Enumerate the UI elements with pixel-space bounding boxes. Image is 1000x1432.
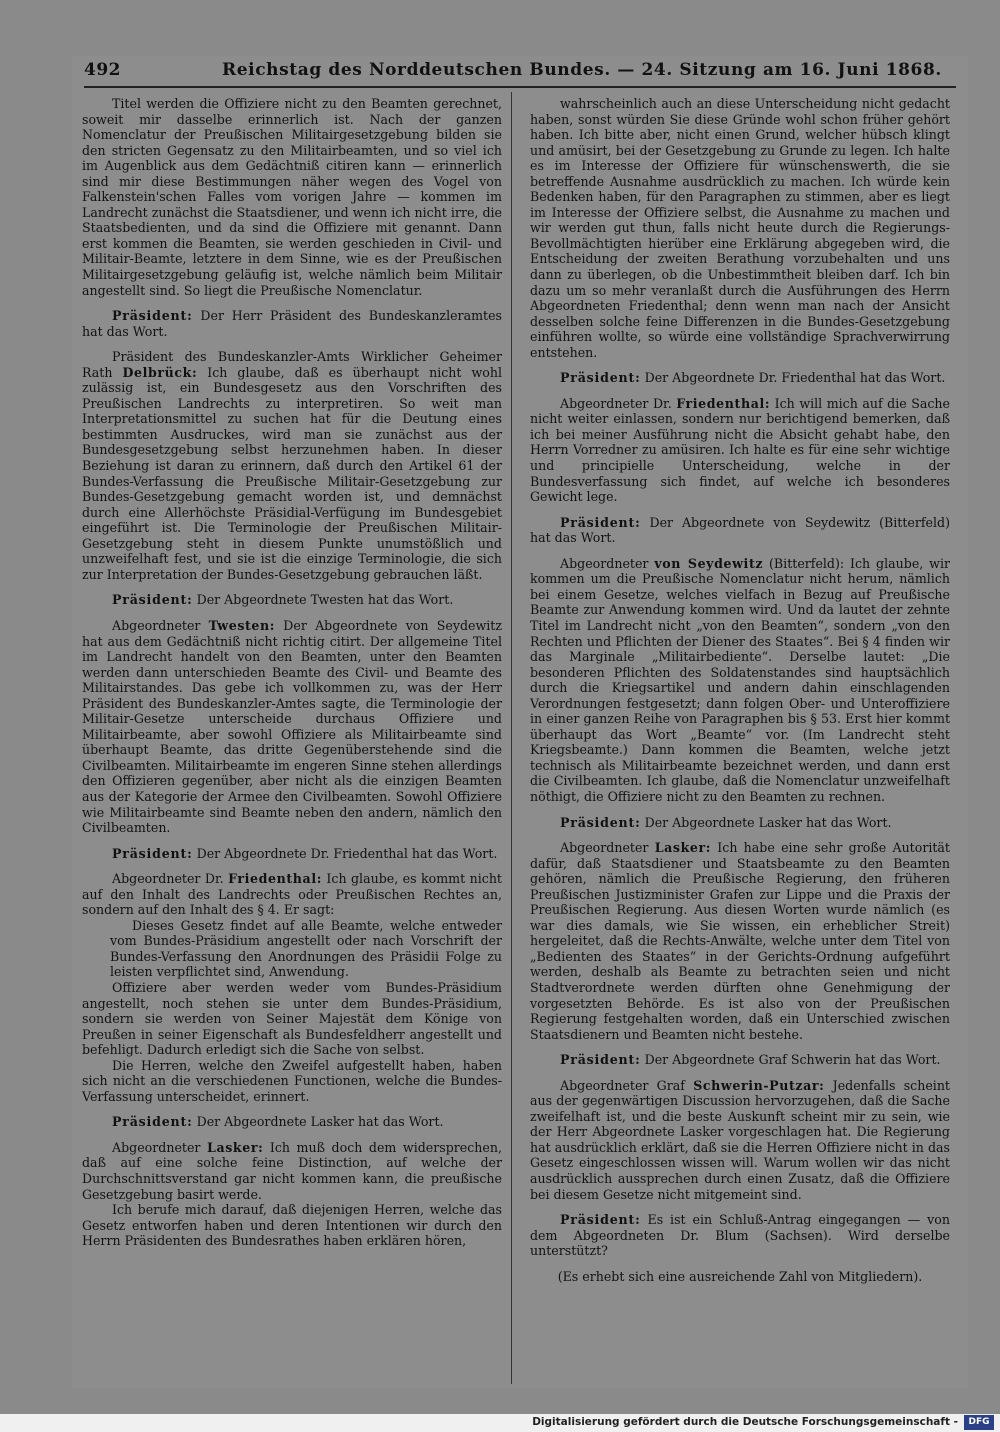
quoted-paragraph: Dieses Gesetz findet auf alle Beamte, welche entweder vom Bundes-Präsidium angestellt oder nach Vorschrift der Bundes-Verfassung den Anordnungen des Präsidii Folge zu leisten verpflichtet sind, Anwendung. <box>110 917 502 980</box>
president-label: Präsident: <box>560 514 641 530</box>
speaker-intro: Abgeordneter <box>112 1139 207 1155</box>
body-paragraph: Ich berufe mich darauf, daß diejenigen Herren, welche das Gesetz entworfen haben und deren Intentionen wir durch den Herrn Präsidenten des Bundesrathes haben erklären hören, <box>82 1202 502 1249</box>
speaker-name: Friedenthal: <box>676 395 771 411</box>
speech-paragraph <box>530 556 950 805</box>
president-remark <box>530 815 950 831</box>
speech-text: Ich habe eine sehr große Autorität dafür, daß Staatsdiener und Staatsbeamte zu den Beamten gehören, nämlich die Preußische Regierung, den früheren Preußischen Justizminister Grafen zur Lippe und die Praxis der Preußischen Regierung. Aus diesen Worten wurde nämlich (es war dies damals, wie Sie wissen, ein erheblicher Streit) hergeleitet, daß die Rechts-Anwälte, welche unter dem Titel von „Bedienten des Staates“ in der Gerichts-Ordnung aufgeführt werden, deshalb als Beamte zu betrachten seien und nicht Stadtverordnete werden dürften ohne Genehmigung der vorgesetzten Behörde. Es ist also von der Preußischen Regierung festgehalten worden, daß ein Unterschied zwischen Staatsdienern und Beamten nicht bestehe. <box>530 840 950 1042</box>
president-remark <box>82 308 502 339</box>
speaker-intro: Abgeordneter <box>112 617 209 633</box>
remark-text: Es ist ein Schluß-Antrag eingegangen — von dem Abgeordneten Dr. Blum (Sachsen). Wird derselbe unterstützt? <box>530 1212 950 1259</box>
speaker-name: von Seydewitz <box>654 555 764 571</box>
president-label: Präsident: <box>560 1212 641 1228</box>
remark-text: Der Abgeordnete von Seydewitz (Bitterfeld) hat das Wort. <box>530 514 950 546</box>
speaker-name: Lasker: <box>654 840 712 856</box>
president-remark <box>82 846 502 862</box>
dfg-logo: DFG <box>964 1415 994 1430</box>
president-remark <box>530 1052 950 1068</box>
remark-text: Der Abgeordnete Twesten hat das Wort. <box>196 592 454 608</box>
session-note: (Es erhebt sich eine ausreichende Zahl von Mitgliedern). <box>557 1268 923 1284</box>
remark-text: Der Abgeordnete Dr. Friedenthal hat das Wort. <box>196 845 498 861</box>
speaker-intro: Präsident des Bundeskanzler-Amts Wirklicher Geheimer Rath <box>82 349 502 380</box>
speaker-name: Lasker: <box>206 1139 264 1155</box>
speech-paragraph <box>530 840 950 1042</box>
body-paragraph: Titel werden die Offiziere nicht zu den Beamten gerechnet, soweit mir dasselbe erinnerlich ist. Nach der ganzen Nomenclatur der Preußischen Militairgesetzgebung bilden sie den stricten Gegensatz zu den Militairbeamten, und so viel ich im Augenblick aus dem Gedächtniß citiren kann — erinnerlich sind mir diese Bestimmungen näher wegen des Vogel von Falkenstein'schen Falles vom vorigen Jahre — kommen im Landrecht zunächst die Staatsdiener, und wenn ich nicht irre, die Staatsbedienten, und da sind die Offiziere mit genannt. Dann erst kommen die Beamten, sie werden geschieden in Civil- und Militair-Beamte, letztere in dem Sinne, wie es der Preußischen Militairgesetzgebung geläufig ist, welche nämlich beim Militair angestellt sind. So liegt die Preußische Nomenclatur. <box>82 96 502 298</box>
president-label: Präsident: <box>112 845 193 861</box>
speech-paragraph <box>530 1078 950 1202</box>
body-paragraph: Die Herren, welche den Zweifel aufgestellt haben, haben sich nicht an die verschiedenen Functionen, welche die Bundes-Verfassung unterscheidet, erinnert. <box>82 1057 502 1104</box>
president-label: Präsident: <box>560 814 641 830</box>
speaker-intro: Abgeordneter Graf <box>560 1077 694 1093</box>
speaker-name: Twesten: <box>208 617 276 633</box>
president-label: Präsident: <box>560 1052 641 1068</box>
speaker-intro: Abgeordneter <box>560 840 655 856</box>
speech-paragraph <box>530 396 950 505</box>
remark-text: Der Abgeordnete Lasker hat das Wort. <box>196 1114 444 1130</box>
speech-paragraph <box>82 871 502 918</box>
president-label: Präsident: <box>560 370 641 386</box>
left-column <box>82 96 502 1249</box>
remark-text: Der Herr Präsident des Bundeskanzleramtes hat das Wort. <box>82 308 502 339</box>
speaker-name: Friedenthal: <box>228 871 322 887</box>
speech-text: (Bitterfeld): Ich glaube, wir kommen um die Preußische Nomenclatur nicht herum, nämlich bei einem Gesetze, welches vielfach in Bezug auf Preußische Beamte zur Anwendung kommen wird. Und da lautet der zehnte Titel im Landrecht nicht „von den Beamten“, sondern „von den Rechten und Pflichten der Diener des Staates“. Bei § 4 finden wir das Marginale „Militairbediente“. Derselbe lautet: „Die besonderen Pflichten des Soldatenstandes sind hauptsächlich durch die Kriegsartikel und andern dahin einschlagenden Verordnungen festgesetzt; dann folgen Ober- und Unteroffiziere in einer ganzen Reihe von Paragraphen bis § 53. Erst hier kommt überhaupt das Wort „Beamte“ vor. (Im Landrecht steht Kriegsbeamte.) Dann kommen die Beamten, welche jetzt technisch als Militairbeamte bezeichnet werden, und dann erst die Civilbeamten. Ich glaube, daß die Nomenclatur unzweifelhaft nöthigt, die Offiziere nicht zu den Beamten zu rechnen. <box>530 555 950 804</box>
speech-paragraph <box>82 349 502 582</box>
speech-text: Ich muß doch dem widersprechen, daß auf eine solche feine Distinction, auf welche der Durchschnittsverstand gar nicht kommen kann, die preußische Gesetzgebung basirt werde. <box>82 1139 502 1202</box>
body-paragraph: wahrscheinlich auch an diese Unterscheidung nicht gedacht haben, sonst würden Sie diese Gründe wohl schon früher gehört haben. Ich bitte aber, nicht einen Grund, welcher hübsch klingt und amüsirt, bei der Gesetzgebung zu Grunde zu legen. Ich halte es im Interesse der Offiziere für wünschenswerth, die sie betreffende Ausnahme ausdrücklich zu machen. Ich würde kein Bedenken haben, für den Paragraphen zu stimmen, aber es liegt im Interesse der Offiziere selbst, die Ausnahme zu machen und wir werden gut thun, falls nicht heute durch die Regierungs-Bevollmächtigten hierüber eine Erklärung abgegeben wird, die Entscheidung der zweiten Berathung vorzubehalten und uns dann zu überlegen, ob die Unbestimmtheit bleiben darf. Ich bin dazu um so mehr veranlaßt durch die Ausführungen des Herrn Abgeordneten Friedenthal; denn wenn man nach der Ansicht desselben solche feine Differenzen in die Bundes-Gesetzgebung einführen wollte, so würde eine vollständige Sprachverwirrung entstehen. <box>530 96 950 360</box>
president-remark <box>82 1114 502 1130</box>
right-column <box>530 96 950 1284</box>
speech-text: Jedenfalls scheint aus der gegenwärtigen Discussion hervorzugehen, daß die Sache zweifelhaft ist, und die beste Auskunft scheint mir zu sein, wie der Herr Abgeordnete Lasker vorgeschlagen hat. Die Regierung hat ausdrücklich erklärt, daß sie die Herren Offiziere nicht in das Gesetz eingeschlossen wissen will. Warum wollen wir das nicht ausdrücklich aussprechen durch einen Zusatz, daß die Offiziere bei diesem Gesetze nicht mitgemeint sind. <box>530 1077 950 1202</box>
speech-text: Der Abgeordnete von Seydewitz hat aus dem Gedächtniß nicht richtig citirt. Der allgemeine Titel im Landrecht handelt von den Beamten, unter den Beamten werden dann unterschieden Beamte des Civil- und Beamte des Militairstandes. Das gebe ich vollkommen zu, was der Herr Präsident des Bundeskanzler-Amtes sagte, die Terminologie der Militair-Gesetze unterscheide durchaus Offiziere und Militairbeamte, aber sowohl Offiziere als Militairbeamte sind überhaupt Beamte, das dritte Gegenüberstehende sind die Civilbeamten. Militairbeamte im engeren Sinne stehen allerdings den Offizieren gegenüber, aber nicht als die einzigen Beamten aus der Kategorie der Armee den Civilbeamten. Sowohl Offiziere wie Militairbeamte sind Beamte neben den andern, nämlich den Civilbeamten. <box>82 617 502 836</box>
speech-text: Ich glaube, daß es überhaupt nicht wohl zulässig ist, ein Bundesgesetz aus den Vorschriften des Preußischen Landrechts zu interpretiren. So weit man Interpretationsmittel zu suchen hat für die Deutung eines bestimmten Ausdruckes, wird man sie zunächst aus der Bundesgesetzgebung selbst herzunehmen haben. In dieser Beziehung ist daran zu erinnern, daß durch den Artikel 61 der Bundes-Verfassung die Preußische Militair-Gesetzgebung zur Bundes-Gesetzgebung gemacht worden ist, und demnächst durch eine Allerhöchste Präsidial-Verfügung im Bundesgebiet eingeführt ist. Die Terminologie der Preußischen Militair-Gesetzgebung steht in diesem Punkte unumstößlich und unzweifelhaft fest, und sie ist die einzige Terminologie, die sich zur Interpretation der Bundes-Gesetzgebung gebrauchen läßt. <box>82 364 502 582</box>
speech-text: Ich glaube, es kommt nicht auf den Inhalt des Landrechts oder Preußischen Rechtes an, sondern auf den Inhalt des § 4. Er sagt: <box>82 871 502 918</box>
document-page <box>72 56 968 1388</box>
column-divider <box>511 92 512 1384</box>
funding-credit: Digitalisierung gefördert durch die Deutsche Forschungsgemeinschaft - <box>532 1416 958 1428</box>
president-remark <box>530 370 950 386</box>
body-paragraph: Offiziere aber werden weder vom Bundes-Präsidium angestellt, noch stehen sie unter dem Bundes-Präsidium, sondern sie werden von Seiner Majestät dem Könige von Preußen in seiner Eigenschaft als Bundesfeldherr angestellt und befehligt. Dadurch erledigt sich die Sache von selbst. <box>82 979 502 1058</box>
president-remark <box>530 515 950 546</box>
speech-paragraph <box>82 1140 502 1202</box>
running-title: Reichstag des Norddeutschen Bundes. — 24. Sitzung am 16. Juni 1868. <box>222 60 942 80</box>
speaker-intro: Abgeordneter Dr. <box>560 395 677 411</box>
speaker-intro: Abgeordneter Dr. <box>112 871 229 887</box>
speaker-intro: Abgeordneter <box>560 555 655 571</box>
president-remark <box>530 1212 950 1259</box>
speech-paragraph <box>82 618 502 836</box>
page-number: 492 <box>84 60 121 80</box>
footer-bar <box>0 1414 1000 1432</box>
president-remark <box>82 592 502 608</box>
speech-text: Ich will mich auf die Sache nicht weiter einlassen, sondern nur berichtigend bemerken, daß ich bei meiner Ausführung nicht die Absicht gehabt habe, den Herrn Vorredner zu amüsiren. Ich halte es für eine sehr wichtige und principielle Unterscheidung, welche in der Bundesverfassung sich findet, auf welche ich besonderes Gewicht lege. <box>530 395 950 505</box>
header-rule <box>84 86 956 88</box>
page-header <box>72 56 968 86</box>
president-label: Präsident: <box>112 308 193 324</box>
president-label: Präsident: <box>112 1114 193 1130</box>
president-label: Präsident: <box>112 592 193 608</box>
remark-text: Der Abgeordnete Lasker hat das Wort. <box>644 814 892 830</box>
speaker-name: Schwerin-Putzar: <box>693 1077 825 1093</box>
speaker-name: Delbrück: <box>122 364 198 380</box>
remark-text: Der Abgeordnete Graf Schwerin hat das Wort. <box>644 1052 941 1068</box>
remark-text: Der Abgeordnete Dr. Friedenthal hat das Wort. <box>644 370 946 386</box>
